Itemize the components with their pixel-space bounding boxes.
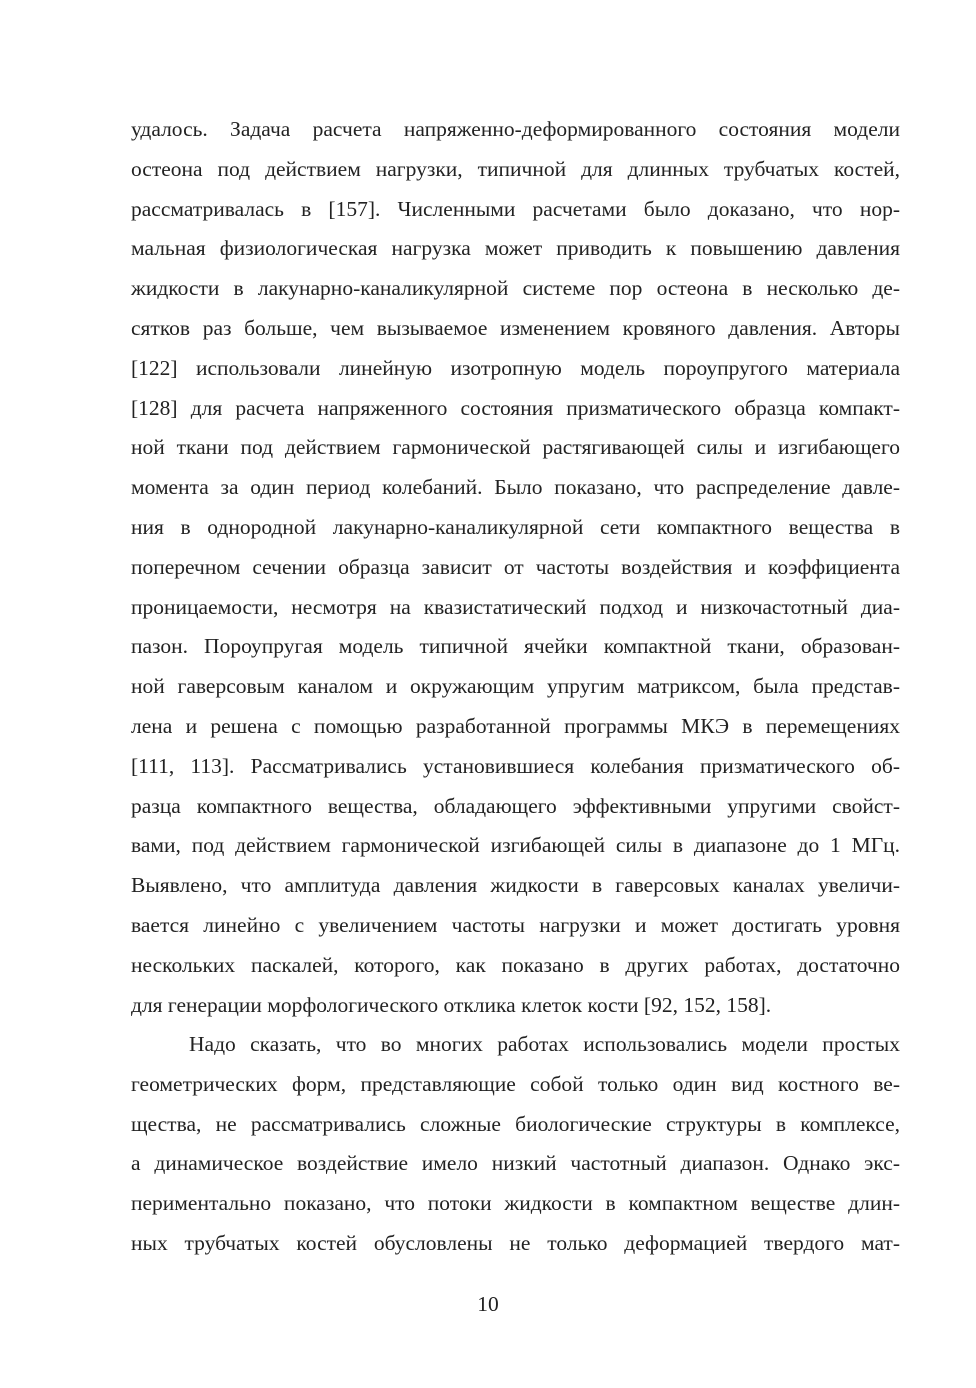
paragraph-line: пазон. Пороупругая модель типичной ячейки компактной ткани, образован-: [131, 634, 900, 659]
paragraph-line: щества, не рассматривались сложные биологические структуры в комплексе,: [131, 1111, 900, 1136]
paragraph-line: момента за один период колебаний. Было показано, что распределение давле-: [131, 475, 900, 500]
paragraph-line: вается линейно с увеличением частоты нагрузки и может достигать уровня: [131, 912, 900, 937]
paragraph-line: для генерации морфологического отклика клеток кости [92, 152, 158].: [131, 992, 772, 1017]
paragraph-line: проницаемости, несмотря на квазистатический подход и низкочастотный диа-: [131, 594, 900, 619]
paragraph-line: периментально показано, что потоки жидкости в компактном веществе длин-: [131, 1191, 900, 1216]
paragraph-line: остеона под действием нагрузки, типичной для длинных трубчатых костей,: [131, 156, 900, 181]
page-number: 10: [477, 1292, 499, 1316]
paragraph-1: [131, 110, 900, 1025]
paragraph-line: Надо сказать, что во многих работах использовались модели простых: [189, 1032, 900, 1056]
paragraph-line: поперечном сечении образца зависит от частоты воздействия и коэффициента: [131, 554, 900, 579]
paragraph-line: ной гаверсовым каналом и окружающим упругим матриксом, была представ-: [131, 674, 900, 699]
paragraph-line: сятков раз больше, чем вызываемое изменением кровяного давления. Авторы: [131, 315, 900, 340]
paragraph-line: жидкости в лакунарно-каналикулярной системе пор остеона в несколько де-: [131, 276, 900, 301]
paragraph-line: мальная физиологическая нагрузка может приводить к повышению давления: [131, 236, 900, 261]
paragraph-line: вами, под действием гармонической изгибающей силы в диапазоне до 1 МГц.: [131, 833, 900, 858]
paragraph-line: ния в однородной лакунарно-каналикулярной сети компактного вещества в: [131, 514, 900, 539]
paragraph-line: ных трубчатых костей обусловлены не только деформацией твердого мат-: [131, 1230, 900, 1255]
paragraph-line: удалось. Задача расчета напряженно-деформированного состояния модели: [131, 117, 900, 141]
paragraph-line: [122] использовали линейную изотропную модель пороупругого материала: [131, 355, 900, 380]
paragraph-line: нескольких паскалей, которого, как показано в других работах, достаточно: [131, 952, 900, 977]
paragraph-line: рассматривалась в [157]. Численными расчетами было доказано, что нор-: [131, 196, 900, 221]
paragraph-line: [111, 113]. Рассматривались установившиеся колебания призматического об-: [131, 753, 900, 778]
paragraph-line: геометрических форм, представляющие собой только один вид костного ве-: [131, 1071, 900, 1096]
paragraph-line: Выявлено, что амплитуда давления жидкости в гаверсовых каналах увеличи-: [131, 873, 900, 898]
paragraph-line: лена и решена с помощью разработанной программы МКЭ в перемещениях: [131, 713, 900, 738]
paragraph-line: [128] для расчета напряженного состояния призматического образца компакт-: [131, 395, 900, 420]
paragraph-line: разца компактного вещества, обладающего эффективными упругими свойст-: [131, 793, 900, 818]
paragraph-2: [131, 1025, 900, 1264]
paragraph-line: ной ткани под действием гармонической растягивающей силы и изгибающего: [131, 435, 900, 460]
paragraph-line: а динамическое воздействие имело низкий частотный диапазон. Однако экс-: [131, 1151, 900, 1176]
